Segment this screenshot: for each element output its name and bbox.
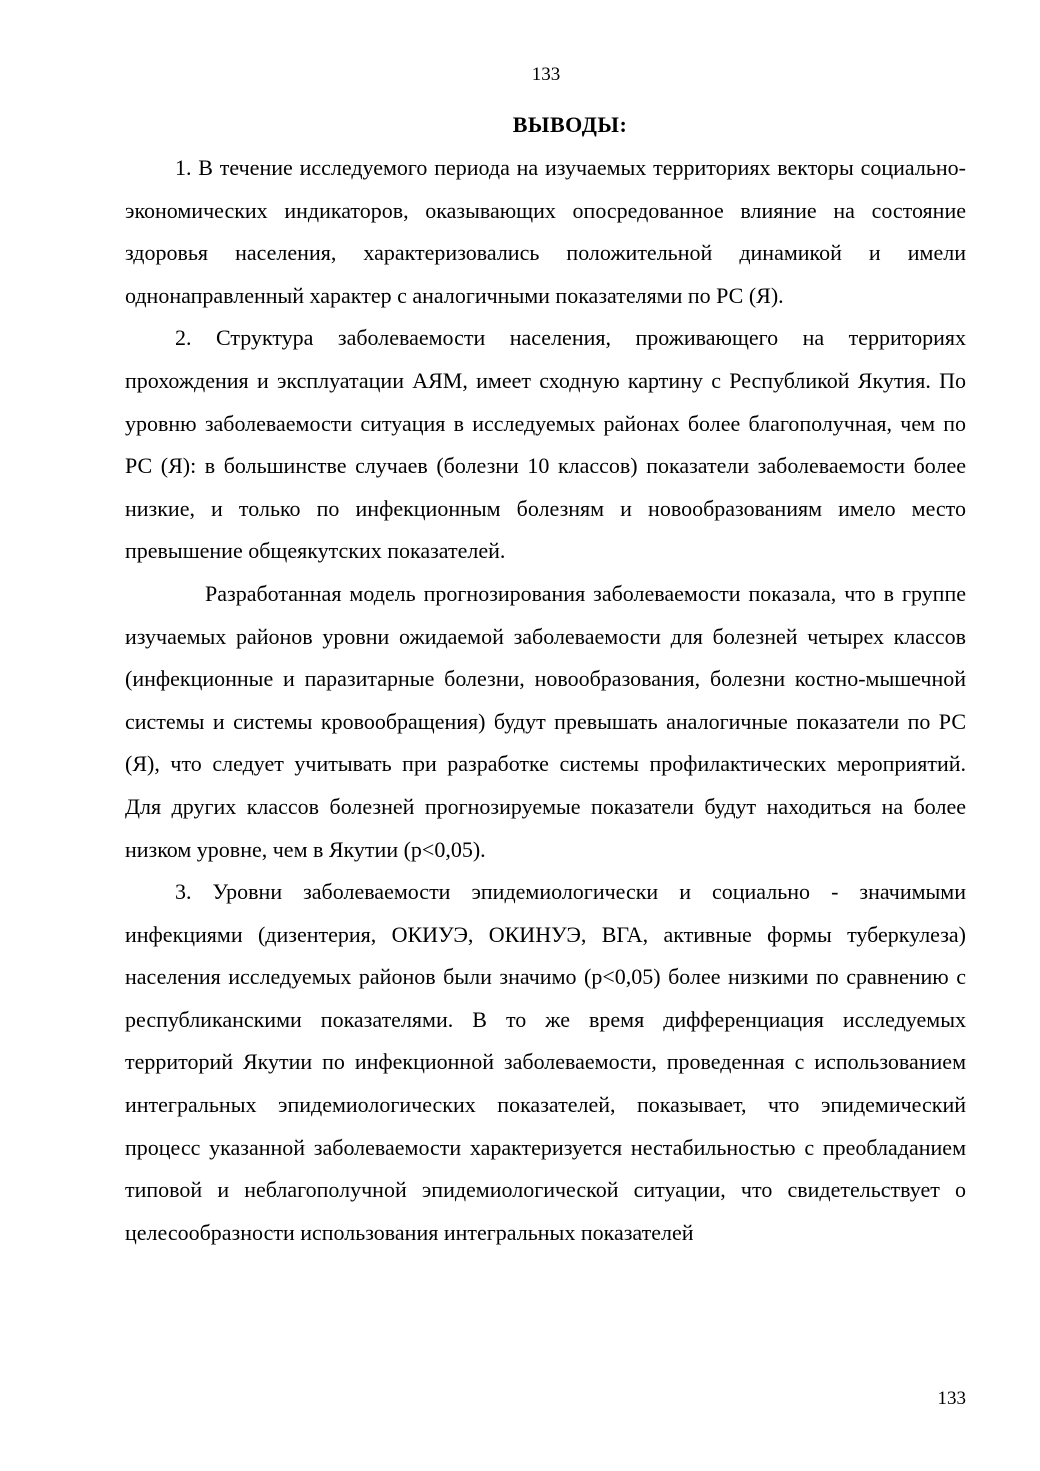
paragraph-forecast-model: Разработанная модель прогнозирования заболеваемости показала, что в группе изучаемых районов уровни ожидаемой заболеваемости для болезней четырех классов (инфекционные и паразитарные болезни, новообразования, болезни костно-мышечной системы и системы кровообращения) будут превышать аналогичные показатели по РС (Я), что следует учитывать при разработке системы профилактических мероприятий. Для других классов болезней прогнозируемые показатели будут находиться на более низком уровне, чем в Якутии (p<0,05). xyxy=(125,580,966,862)
page-number-bottom: 133 xyxy=(937,1388,966,1409)
page-number-top: 133 xyxy=(531,64,561,85)
paragraph-conclusion-3: 3. Уровни заболеваемости эпидемиологически и социально - значимыми инфекциями (дизентерия, ОКИУЭ, ОКИНУЭ, ВГА, активные формы туберкулеза) населения исследуемых районов были значимо (p<0,05) более низкими по сравнению с республиканскими показателями. В то же время дифференциация исследуемых территорий Якутии по инфекционной заболеваемости, проведенная с использованием интегральных эпидемиологических показателей, показывает, что эпидемический процесс указанной заболеваемости характеризуется нестабильностью с преобладанием типовой и неблагополучной эпидемиологической ситуации, что свидетельствует о целесообразности использования интегральных показателей xyxy=(125,879,966,1245)
body-text xyxy=(125,147,966,1254)
paragraph-conclusion-2: 2. Структура заболеваемости населения, проживающего на территориях прохождения и эксплуатации АЯМ, имеет сходную картину с Республикой Якутия. По уровню заболеваемости ситуация в исследуемых районах более благополучная, чем по РС (Я): в большинстве случаев (болезни 10 классов) показатели заболеваемости более низкие, и только по инфекционным болезням и новообразованиям имело место превышение общеякутских показателей. xyxy=(125,325,966,564)
paragraph-conclusion-1: 1. В течение исследуемого периода на изучаемых территориях векторы социально-экономических индикаторов, оказывающих опосредованное влияние на состояние здоровья населения, характеризовались положительной динамикой и имели однонаправленный характер с аналогичными показателями по РС (Я). xyxy=(125,155,966,308)
page-title: ВЫВОДЫ: xyxy=(512,112,628,137)
